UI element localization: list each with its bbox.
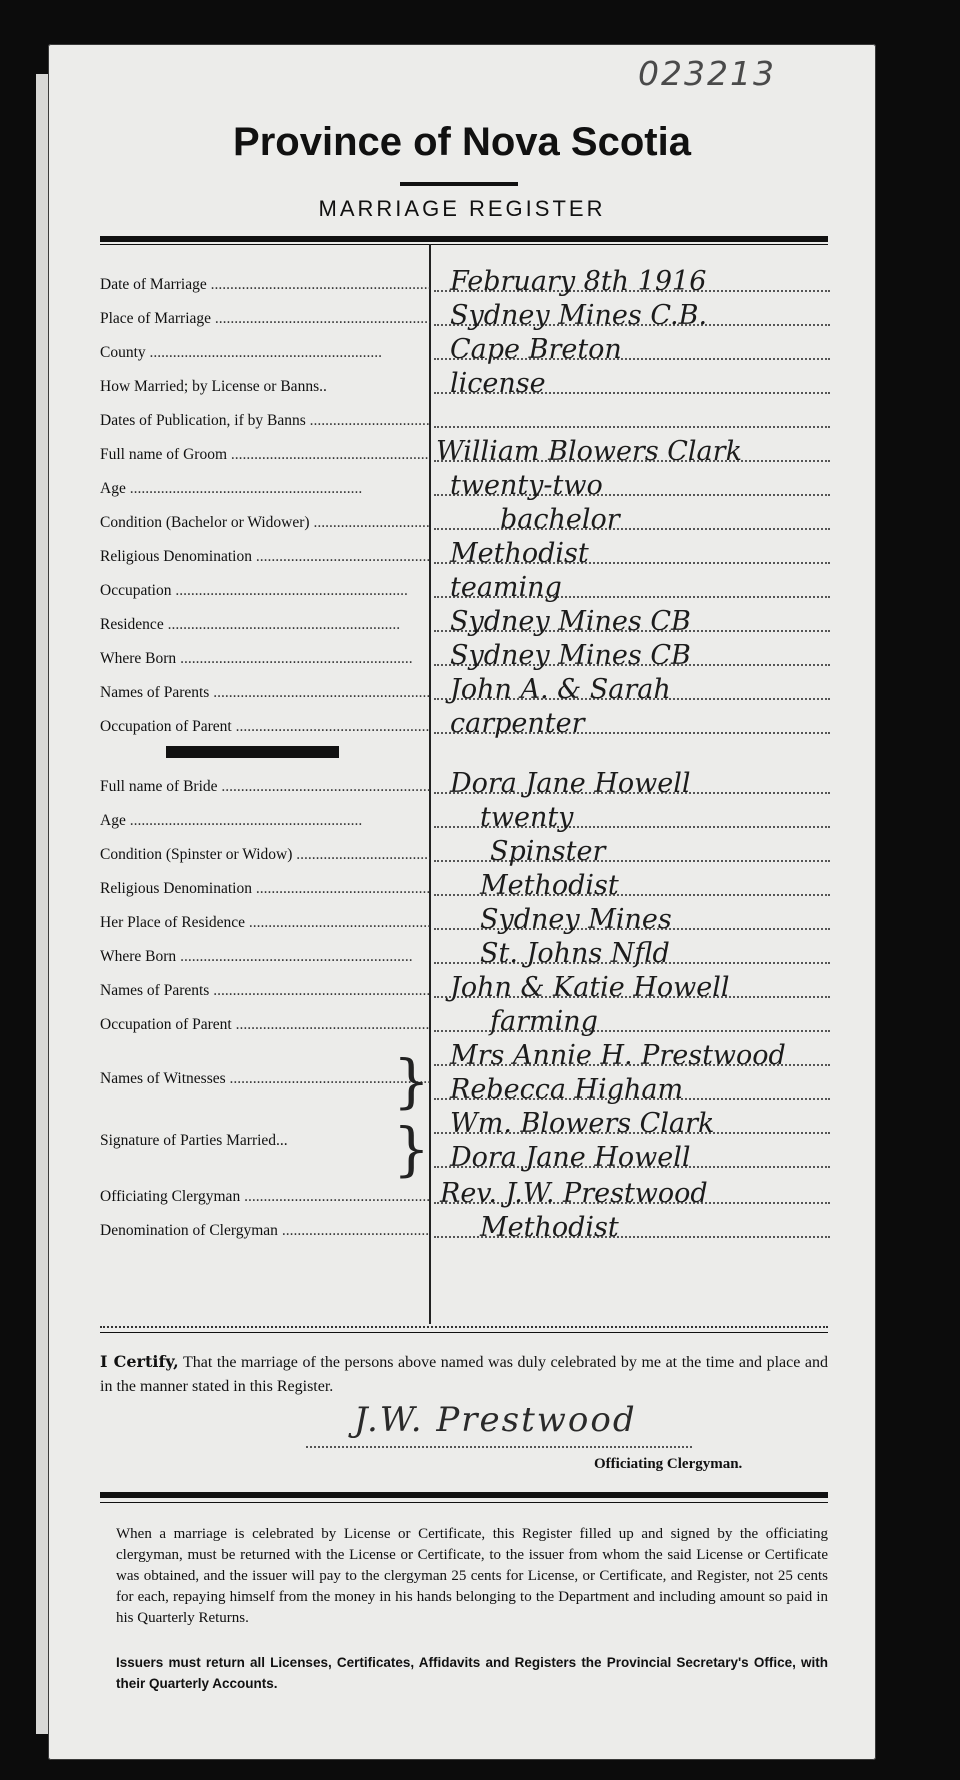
field-label: Date of Marriage ..... [100,276,430,294]
field-value: teaming [450,572,562,603]
field-witness-2 [100,1070,830,1110]
field-value: Spinster [490,836,606,867]
field-label: Religious Denomination ..... [100,548,430,566]
field-label: Occupation ..... [100,582,430,600]
field-bride-birthplace [100,940,830,974]
field-label: Occupation of Parent ..... [100,718,430,736]
field-dates-of-publication [100,404,830,438]
header-rule [100,236,828,242]
field-value: twenty [480,802,574,833]
field-bride-denomination [100,872,830,906]
certify-rule [100,1332,828,1333]
field-value: Cape Breton [450,334,622,365]
field-label: Where Born ..... [100,948,430,966]
field-value: Sydney Mines C.B. [450,300,708,331]
field-label: Names of Witnesses ..... [100,1070,430,1088]
field-value: Rev. J.W. Prestwood [440,1178,708,1209]
field-value: St. Johns Nfld [480,938,670,969]
field-label: Officiating Clergyman ..... [100,1188,430,1206]
field-value: Methodist [480,1212,619,1243]
header-rule-thin [100,244,828,245]
marriage-register-form [48,44,876,1760]
field-groom-parent-occupation [100,710,830,744]
field-value: Wm. Blowers Clark [450,1108,715,1139]
parties-brace: } [393,1115,430,1183]
field-bride-parent-occupation [100,1008,830,1042]
field-bride-condition [100,838,830,872]
issuers-notice: Issuers must return all Licenses, Certificates, Affidavits and Registers the Provincial Secretary's Office, with their Quarterly Accounts. [116,1655,828,1691]
certification-statement [100,1350,828,1399]
field-value: William Blowers Clark [436,436,742,467]
certify-rule-dotted [100,1326,828,1328]
field-value: Sydney Mines CB [450,606,691,637]
field-value: Dora Jane Howell [450,768,691,799]
field-groom-name [100,438,830,472]
field-party-2 [100,1132,830,1178]
field-groom-residence [100,608,830,642]
field-label: Full name of Groom ..... [100,446,430,464]
field-value: bachelor [500,504,620,535]
field-label: Residence ..... [100,616,430,634]
field-value: Sydney Mines [480,904,672,935]
field-label: Names of Parents ..... [100,684,430,702]
field-value: Methodist [450,538,589,569]
field-value: Methodist [480,870,619,901]
field-bride-age [100,804,830,838]
certify-text: That the marriage of the persons above named was duly celebrated by me at the time and place and in the manner stated in this Register. [100,1354,829,1395]
field-value: February 8th 1916 [450,266,707,297]
bride-section-divider [166,746,339,758]
document-subtitle: MARRIAGE REGISTER [318,196,606,221]
field-value: Mrs Annie H. Prestwood [450,1040,786,1071]
field-groom-occupation [100,574,830,608]
field-officiating-clergyman [100,1180,830,1214]
field-value: license [450,368,546,399]
field-label: Denomination of Clergyman ..... [100,1222,430,1240]
field-place-of-marriage [100,302,830,336]
field-label: Names of Parents ..... [100,982,430,1000]
field-groom-denomination [100,540,830,574]
field-groom-age [100,472,830,506]
field-value: Dora Jane Howell [450,1142,691,1173]
field-label: Full name of Bride ..... [100,778,430,796]
field-label: Condition (Spinster or Widow) ..... [100,846,430,864]
field-bride-parents [100,974,830,1008]
field-value: carpenter [450,708,585,739]
field-value: John & Katie Howell [450,972,730,1003]
field-label: County ..... [100,344,430,362]
field-how-married [100,370,830,404]
field-label: Occupation of Parent ..... [100,1016,430,1034]
document-title: Province of Nova Scotia [233,120,691,164]
footer-rule [100,1492,828,1498]
certify-lead: I Certify, [100,1352,179,1371]
witnesses-brace: } [393,1047,430,1115]
field-label: Age ..... [100,812,430,830]
field-label: Signature of Parties Married... [100,1132,288,1149]
field-label: How Married; by License or Banns.. [100,378,327,395]
footer-rule-thin [100,1502,828,1503]
field-groom-condition [100,506,830,540]
field-bride-name [100,770,830,804]
signature-caption: Officiating Clergyman. [594,1456,743,1472]
title-underline [400,182,518,186]
field-groom-parents [100,676,830,710]
field-value: Sydney Mines CB [450,640,691,671]
signature-line [306,1446,692,1448]
field-value: John A. & Sarah [450,674,671,705]
field-label: Her Place of Residence ..... [100,914,430,932]
field-value: twenty-two [450,470,603,501]
field-label: Condition (Bachelor or Widower) ..... [100,514,430,532]
field-clergy-denomination [100,1214,830,1248]
field-label: Place of Marriage ..... [100,310,430,328]
field-label: Age ..... [100,480,430,498]
field-value: Rebecca Higham [450,1074,684,1105]
field-label: Dates of Publication, if by Banns ..... [100,412,430,430]
instructions-paragraph: When a marriage is celebrated by License or Certificate, this Register filled up and signed by the officiating clergyman, must be returned with the License or Certificate, to the issuer from whom the said License or Certificate was obtained, and the issuer will pay to the clergyman 25 cents for License, or Certificate, and Register, not 25 cents for each, repaying himself from the money in his hands belonging to the Department and including amount so paid in his Quarterly Returns. [116,1526,828,1626]
field-date-of-marriage [100,268,830,302]
field-county [100,336,830,370]
field-bride-residence [100,906,830,940]
clergy-signature: J.W. Prestwood [354,1400,637,1440]
field-value: farming [490,1006,598,1037]
serial-number: 023213 [638,54,776,93]
field-label: Religious Denomination ..... [100,880,430,898]
field-groom-birthplace [100,642,830,676]
field-label: Where Born ..... [100,650,430,668]
